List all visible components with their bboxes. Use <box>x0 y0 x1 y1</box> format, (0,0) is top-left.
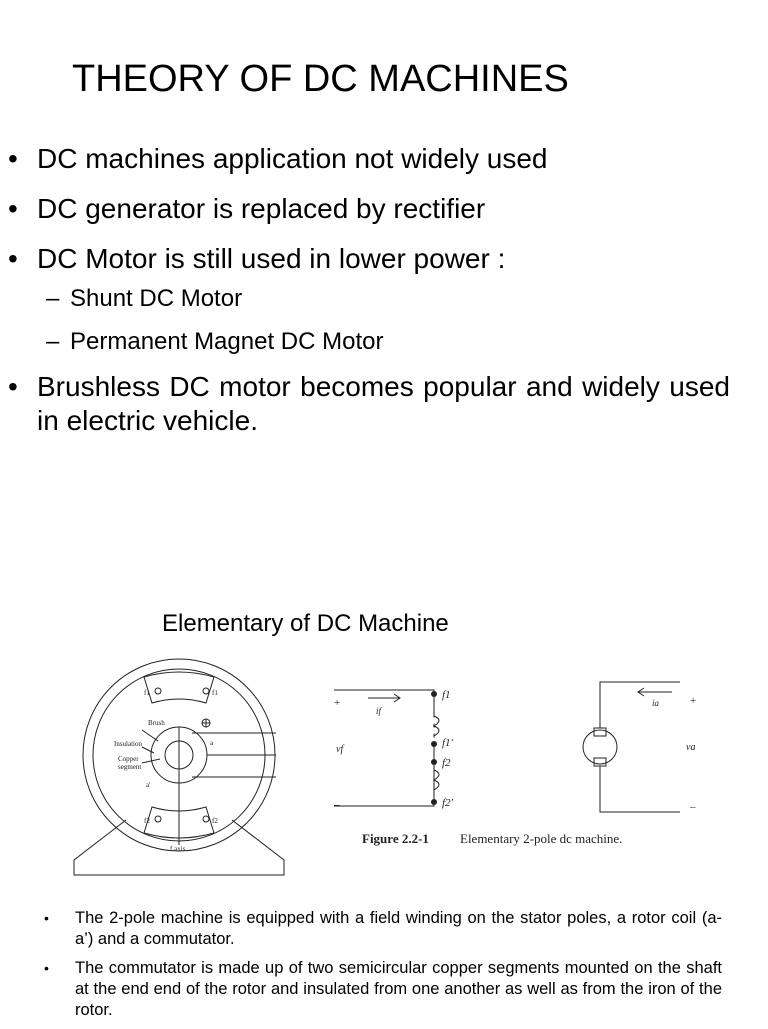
sub-bullet-marker: – <box>46 285 60 312</box>
terminal-f2-label: f2 <box>442 757 451 769</box>
f1-label: f1 <box>144 689 150 697</box>
field-current-label: if <box>376 706 382 716</box>
sub-bullet-text: Permanent Magnet DC Motor <box>70 328 384 355</box>
bullet-text: DC generator is replaced by rectifier <box>37 193 486 224</box>
a-label: a <box>210 739 214 747</box>
figure-caption-number: Figure 2.2-1 <box>362 831 429 846</box>
brush-label: Brush <box>148 719 165 727</box>
segment-label: segment <box>118 763 142 771</box>
note-item <box>0 958 768 1021</box>
note-text: The 2-pole machine is equipped with a field winding on the stator poles, a rotor coil (a-a’) and a commutator. <box>75 909 722 948</box>
bullet-list <box>0 142 768 454</box>
f2-label: f2 <box>144 817 150 825</box>
slide-title: THEORY OF DC MACHINES <box>72 58 569 100</box>
a-prime-label: a' <box>146 781 151 789</box>
copper-label: Copper <box>118 755 139 763</box>
f1-right-label: f1 <box>212 689 218 697</box>
notes-list <box>0 908 768 1029</box>
bullet-item <box>0 192 768 226</box>
field-minus-sign: – <box>334 799 340 811</box>
sub-bullet-text: Shunt DC Motor <box>70 285 243 312</box>
figure-caption-text: Elementary 2-pole dc machine. <box>460 831 623 846</box>
field-voltage-label: vf <box>336 744 344 755</box>
bullet-item <box>0 370 768 438</box>
bullet-marker: • <box>8 143 18 174</box>
insulation-label: Insulation <box>114 740 142 748</box>
note-marker: • <box>44 960 49 976</box>
armature-voltage-label: va <box>686 742 696 753</box>
bullet-marker: • <box>8 243 18 274</box>
note-marker: • <box>44 910 49 926</box>
sub-bullet-item <box>0 327 768 357</box>
f2-right-label: f2 <box>212 817 218 825</box>
armature-circuit <box>570 676 710 822</box>
bullet-text: DC Motor is still used in lower power : <box>37 243 506 274</box>
bullet-text: DC machines application not widely used <box>37 143 548 174</box>
armature-current-label: ia <box>652 698 660 708</box>
bullet-marker: • <box>8 371 18 402</box>
bullet-item <box>0 242 768 276</box>
note-text: The commutator is made up of two semicircular copper segments mounted on the shaft at the end end of the rotor and insulated from one another as well as from the iron of the rotor. <box>75 959 722 1019</box>
bullet-text: Brushless DC motor becomes popular and widely used in electric vehicle. <box>37 371 730 436</box>
figure-caption <box>360 828 680 850</box>
terminal-f2-prime-label: f2' <box>442 797 453 809</box>
note-item <box>0 908 768 950</box>
dc-machine-cross-section <box>66 655 292 881</box>
terminal-f1-prime-label: f1' <box>442 737 453 749</box>
armature-minus-sign: – <box>690 801 696 813</box>
sub-bullet-item <box>0 284 768 314</box>
field-plus-sign: + <box>334 697 341 709</box>
field-winding-circuit <box>330 676 460 822</box>
armature-plus-sign: + <box>690 695 697 707</box>
figure-subtitle: Elementary of DC Machine <box>162 610 449 637</box>
terminal-f1-label: f1 <box>442 689 451 701</box>
f-axis-label: f axis <box>170 845 186 853</box>
bullet-marker: • <box>8 193 18 224</box>
bullet-item <box>0 142 768 176</box>
sub-bullet-marker: – <box>46 328 60 355</box>
